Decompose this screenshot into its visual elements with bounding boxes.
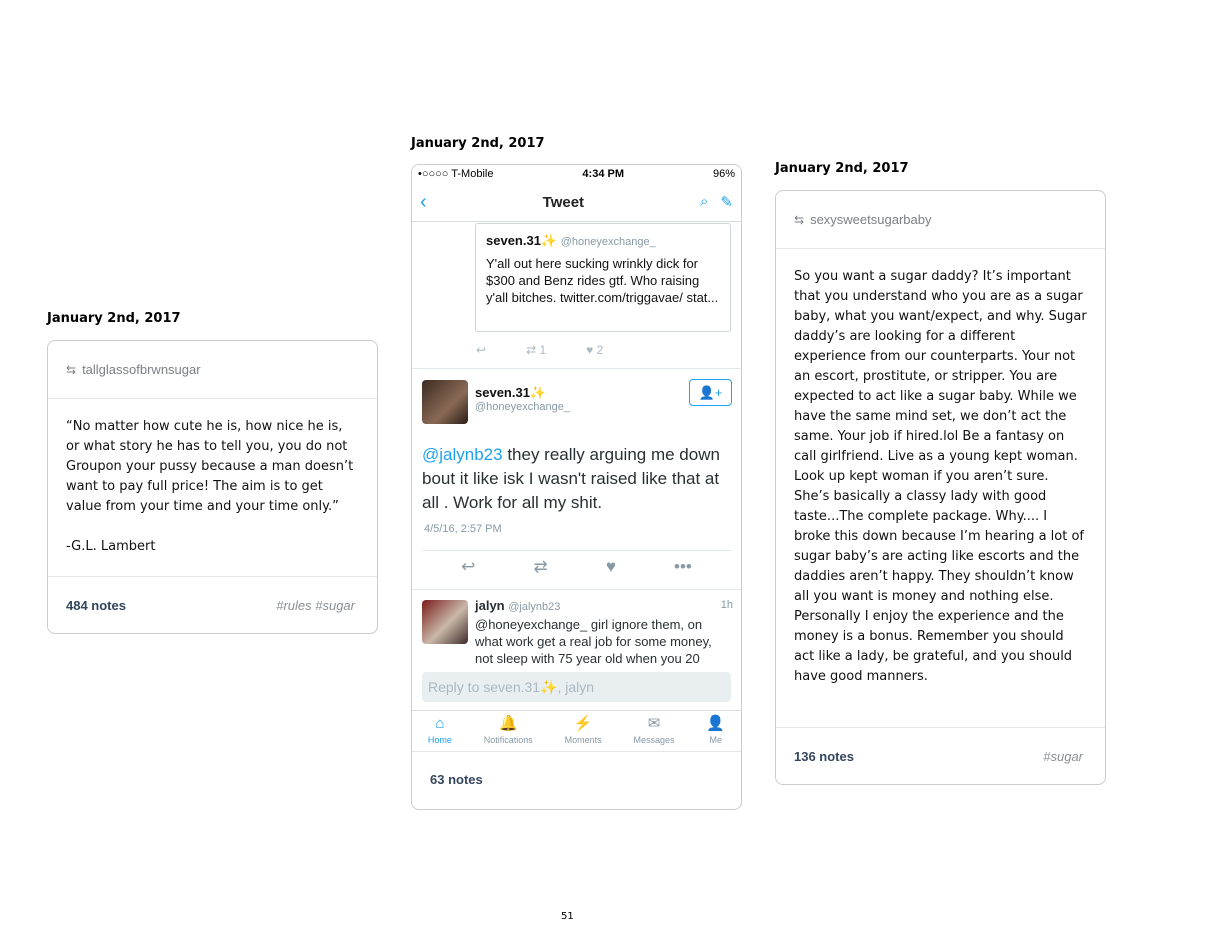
clock-label: 4:34 PM: [582, 168, 624, 180]
post-text: So you want a sugar daddy? It’s important that you understand who you are as a sugar baby, what you want/expect, and why. Sugar daddy’s are looking for a different experience from our counterparts. Your not an escort, prostitute, or stripper. You are expected to act like a sugar baby. While we have the same mind set, we don’t act the same. Your job if hired.lol Be a fantasy on call girlfriend. Live as a young kept woman. Look up kept woman if you aren’t sure. She’s basically a classy lady with good taste...The complete package. Why.... I broke this down because I’m hearing a lot of sugar baby’s are acting like escorts and the daddies aren’t happy. They shouldn’t know all you want is money and nothing else. Personally I enjoy the experience and the money is a bonus. Remember you should act like a lady, be grateful, and you should have good manners.: [794, 269, 1087, 684]
left-post-date: January 2nd, 2017: [47, 311, 181, 326]
tab-home[interactable]: [428, 711, 452, 751]
quoted-text: Y'all out here sucking wrinkly dick for $300 and Benz rides gtf. Who raising y'all bitches. twitter.com/triggavae/ stat...: [486, 256, 719, 305]
quoted-handle: @honeyexchange_: [560, 236, 656, 248]
carrier-label: •○○○○ T-Mobile: [418, 168, 494, 180]
like-count: 2: [596, 343, 604, 357]
tab-label: Notifications: [483, 735, 533, 745]
follow-button[interactable]: [689, 379, 732, 406]
main-tweet-text: [422, 443, 734, 515]
main-tweet-body: they really arguing me down bout it like isk I wasn't raised like that at all . Work for all my shit.: [422, 445, 720, 512]
reply-name: jalyn: [475, 598, 505, 613]
retweet-icon[interactable]: ⇄: [533, 557, 548, 576]
quoted-name: seven.31✨: [486, 233, 558, 248]
post-body: [776, 249, 1105, 728]
post-body: [48, 399, 377, 577]
back-chevron-icon[interactable]: ‹: [420, 190, 427, 213]
bell-icon: 🔔: [498, 715, 518, 732]
post-footer: [776, 728, 1105, 784]
tweet-timestamp: 4/5/16, 2:57 PM: [424, 523, 502, 535]
post-tags[interactable]: #rules #sugar: [276, 597, 355, 613]
nav-title: Tweet: [542, 193, 585, 211]
add-user-icon: 👤+: [698, 384, 723, 400]
left-post-card: [47, 340, 378, 634]
tab-bar: [412, 710, 741, 751]
person-icon: 👤: [706, 715, 726, 732]
reply-input[interactable]: Reply to seven.31✨, jalyn: [422, 672, 731, 702]
tab-label: Moments: [564, 735, 602, 745]
post-tags[interactable]: #sugar: [1043, 748, 1083, 764]
middle-post-date: January 2nd, 2017: [411, 136, 545, 151]
quoted-actions: [476, 343, 603, 357]
divider: [422, 550, 731, 551]
post-footer: [412, 751, 741, 807]
more-icon[interactable]: •••: [674, 557, 692, 576]
like-icon[interactable]: ♥: [605, 557, 616, 576]
middle-post-card: [411, 164, 742, 810]
notes-count[interactable]: 484 notes: [66, 597, 126, 613]
reblog-icon: ⇆: [794, 212, 805, 227]
lightning-icon: ⚡: [573, 715, 593, 732]
reblog-icon: ⇆: [66, 362, 77, 377]
post-footer: [48, 577, 377, 633]
tab-me[interactable]: [706, 711, 725, 751]
tab-notifications[interactable]: [484, 711, 533, 751]
tab-label: Home: [427, 735, 452, 745]
tweet-navbar: [412, 183, 741, 222]
search-icon[interactable]: ⌕: [700, 193, 709, 210]
quoted-tweet[interactable]: [475, 223, 731, 332]
notes-count[interactable]: 136 notes: [794, 748, 854, 764]
avatar[interactable]: [422, 380, 468, 424]
envelope-icon: ✉: [647, 715, 661, 732]
reply-text: @honeyexchange_ girl ignore them, on what work get a real job for some money, not sleep with 75 year old when you 20: [475, 617, 712, 666]
reply-age: 1h: [720, 599, 733, 611]
tab-moments[interactable]: [565, 711, 602, 751]
mention-link[interactable]: @jalynb23: [422, 445, 503, 464]
username-link[interactable]: sexysweetsugarbaby: [810, 212, 932, 227]
home-icon: ⌂: [435, 715, 445, 732]
avatar[interactable]: [422, 600, 468, 644]
post-header: [48, 341, 377, 399]
username-link[interactable]: tallglassofbrwnsugar: [82, 362, 201, 377]
notes-count[interactable]: 63 notes: [430, 772, 483, 787]
battery-label: 96%: [712, 168, 735, 180]
reply-tweet: [475, 597, 733, 667]
reply-handle: @jalynb23: [508, 601, 561, 613]
post-author: -G.L. Lambert: [66, 539, 156, 554]
divider: [412, 368, 741, 369]
main-handle: @honeyexchange_: [475, 401, 570, 413]
like-icon[interactable]: ♥ 2: [586, 343, 604, 357]
tab-label: Messages: [633, 735, 675, 745]
page-number: 51: [561, 911, 574, 922]
main-actions: [412, 557, 741, 577]
main-author: [475, 385, 570, 413]
right-post-card: [775, 190, 1106, 785]
main-name: seven.31✨: [475, 385, 547, 400]
divider: [412, 589, 741, 590]
compose-icon[interactable]: ✎: [720, 194, 733, 211]
retweet-icon[interactable]: ⇄ 1: [526, 343, 547, 357]
reply-icon[interactable]: ↩: [461, 557, 476, 576]
tab-messages[interactable]: [634, 711, 675, 751]
retweet-count: 1: [539, 343, 547, 357]
reply-icon[interactable]: ↩: [476, 343, 487, 357]
post-header: [776, 191, 1105, 249]
post-quote: “No matter how cute he is, how nice he is, or what story he has to tell you, you do not Groupon your pussy because a man doesn’t want to pay full price! The aim is to get value from your time and your time only.”: [66, 419, 354, 514]
tab-label: Me: [709, 735, 722, 745]
status-bar: [412, 165, 741, 183]
right-post-date: January 2nd, 2017: [775, 161, 909, 176]
tweet-screenshot: [412, 165, 741, 751]
